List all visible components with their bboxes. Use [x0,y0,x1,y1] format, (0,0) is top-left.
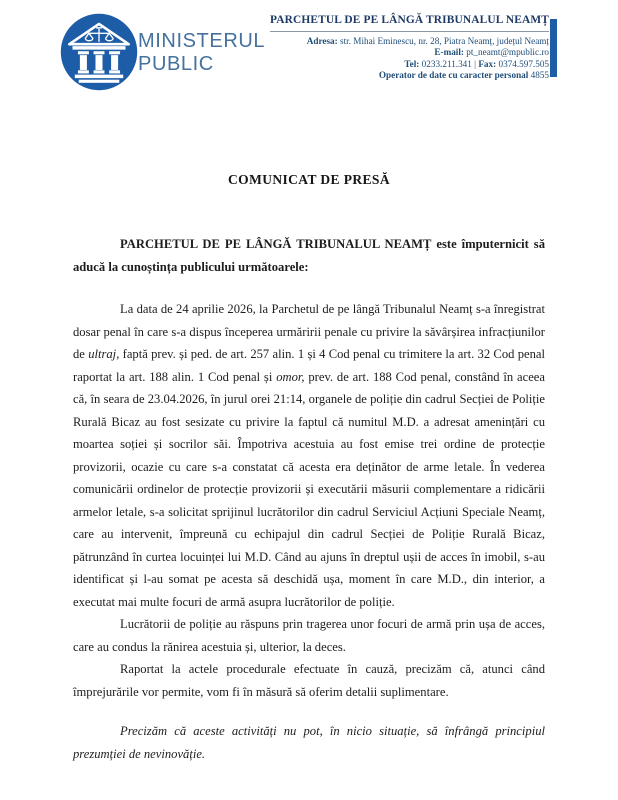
org-name-line1: MINISTERUL [138,30,266,52]
tel-fax-line [270,59,549,71]
main-paragraph [73,298,545,613]
tel-label: Tel: [404,58,420,69]
tel-value: 0233.211.341 [419,58,475,69]
operator-value: 4855 [528,70,549,81]
main-paragraph-part3: prev. de art. 188 Cod penal, constând în aceea că, în seara de 23.04.2026, în jurul orei 21:14, organele de poliție din cadrul Secției de Poliție Rurală Bicaz au fost sesizate cu privire la faptul că numitul M.D. a adresat amenințări cu moartea soției și socrilor săi. Împotriva acestuia au fost emise trei ordine de protecție provizorii, ocazie cu care s-a constatat că acesta era deținător de arme letale. În vederea comunicării ordinelor de protecție provizorii și executării măsurii complementare a ridicării armelor letale, s-a solicitat sprijinul lucrătorilor din cadrul Serviciul Acțiuni Speciale Neamț, care au intervenit, împreună cu echipajul din cadrul Secției de Poliție Rurală Bicaz, pătrunzând în curtea locuinței lui M.D. Când au ajuns în dreptul ușii de acces în imobil, s-au identificat și l-au somat pe acesta să deschidă ușa, moment în care M.D., din interior, a executat mai multe focuri de armă asupra lucrătorilor de poliție. [73,369,545,609]
operator-line [270,70,549,82]
response-paragraph: Lucrătorii de poliție au răspuns prin tragerea unor focuri de armă prin ușa de acces, care au condus la rănirea acestuia și, ulterior, la deces. [73,617,545,654]
address-label: Adresa: [306,35,338,46]
document-title: COMUNICAT DE PRESĂ [228,172,390,187]
details-paragraph: Raportat la actele procedurale efectuate în cauză, precizăm că, atunci când împrejurările vor permite, vom fi în măsură să oferim detalii suplimentare. [73,662,545,699]
letterhead [0,0,618,100]
fax-label: Fax: [478,58,497,69]
org-name [138,30,265,75]
email-label: E-mail: [434,47,464,58]
fax-value: 0374.597.505 [496,58,549,69]
address-value: str. Mihai Eminescu, nr. 28, Piatra Neamț, județul Neamț [337,35,549,46]
operator-label: Operator de date cu caracter personal [378,70,529,81]
accent-bar [550,19,557,77]
org-name-line2: PUBLIC [138,52,214,75]
disclaimer-paragraph: Precizăm că aceste activități nu pot, în nicio situație, să înfrângă principiul prezumției de nevinovăție. [73,724,545,761]
office-title: PARCHETUL DE PE LÂNGĂ TRIBUNALUL NEAMȚ [270,15,549,32]
email-value: pt_neamt@mpublic.ro [463,47,549,58]
address-line [270,36,549,48]
document-content [73,172,545,765]
term-ultraj: ultraj [88,347,117,361]
intro-paragraph: PARCHETUL DE PE LÂNGĂ TRIBUNALUL NEAMȚ este împuternicit să aducă la cunoștința publicului următoarele: [73,237,545,274]
main-paragraph-part1: La data de 24 aprilie 2026, la Parchetul de pe lângă Tribunalul Neamț s-a înregistrat dosar penal în care s-a dispus începerea urmăririi penale cu privire la săvârșirea infracțiunilor de [73,302,545,361]
term-omor: omor, [276,369,305,384]
ministerul-public-logo-icon [60,13,138,91]
main-paragraph-part2: , faptă prev. și ped. de art. 257 alin. 1 și 4 Cod penal cu trimitere la art. 32 Cod penal raportat la art. 188 alin. 1 Cod penal și [73,347,545,384]
tel-fax-divider: | [474,58,479,69]
contact-block [270,15,549,82]
email-line [270,47,549,59]
